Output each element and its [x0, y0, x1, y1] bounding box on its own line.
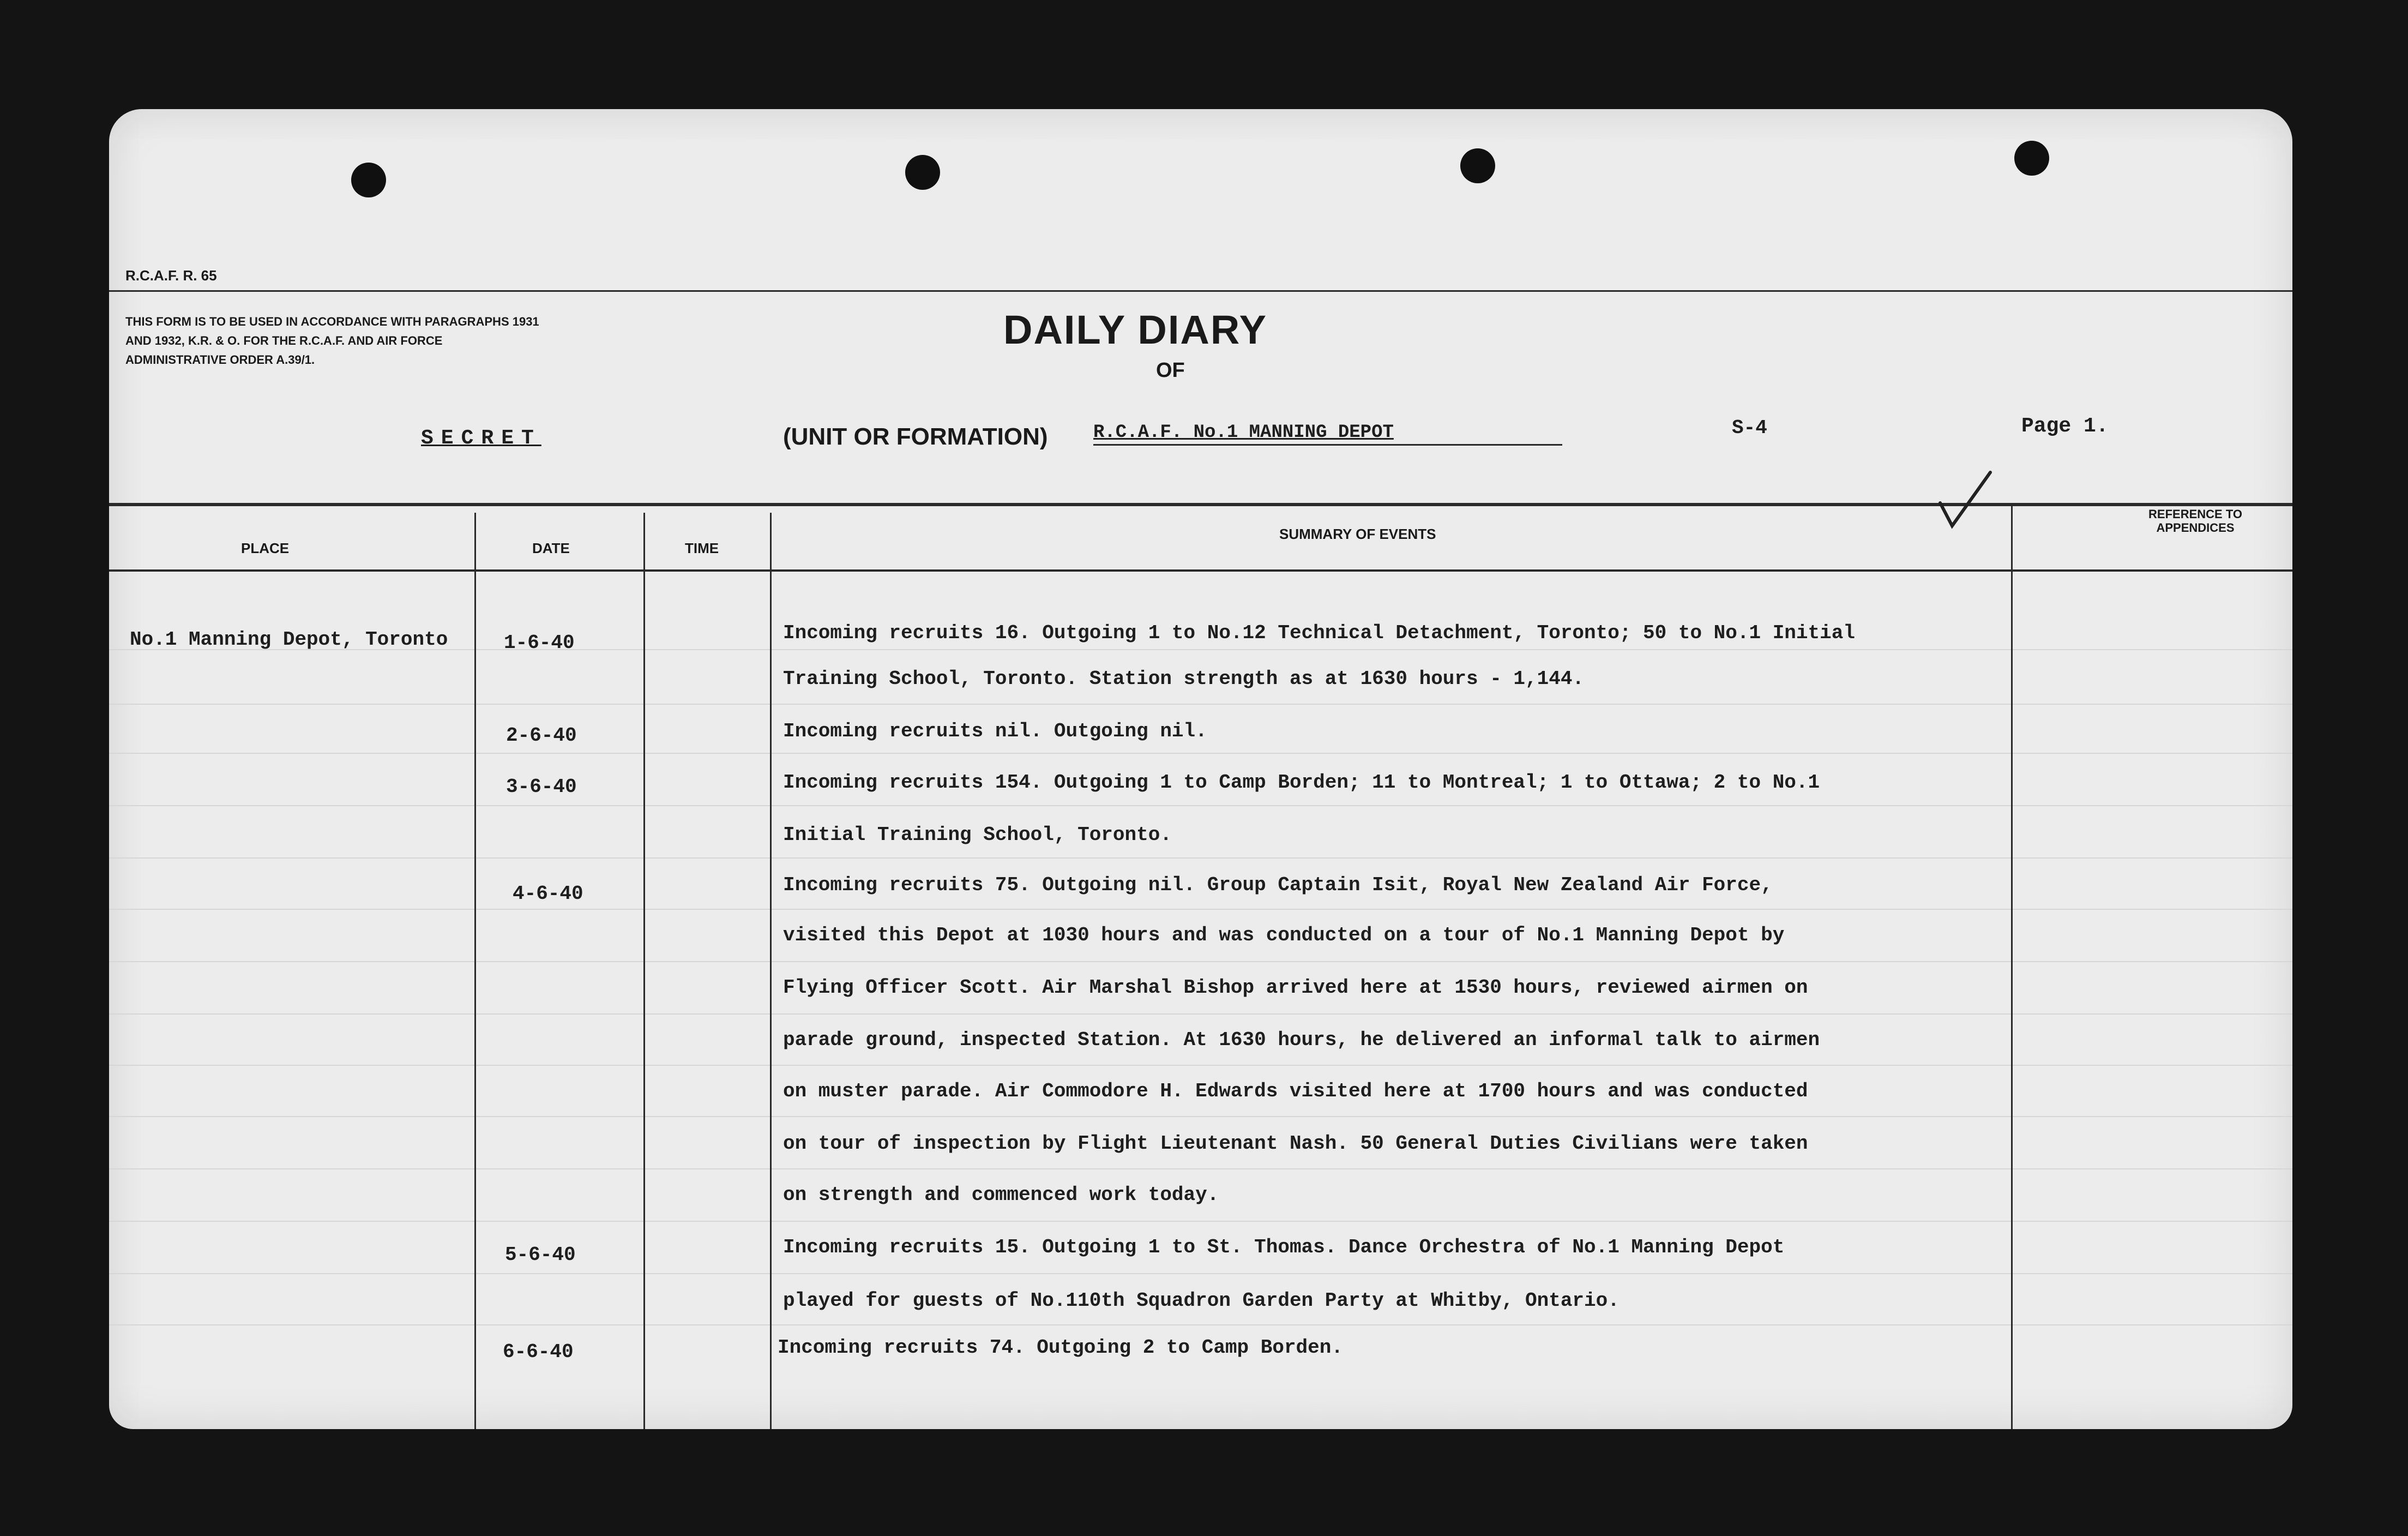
- ruled-line: [109, 857, 2292, 859]
- column-divider: [2011, 503, 2013, 1429]
- form-notice: THIS FORM IS TO BE USED IN ACCORDANCE WITH PARAGRAPHS 1931 AND 1932, K.R. & O. FOR THE R.C.A.F. AND AIR FORCE ADMINISTRATIVE ORDER A.39/1.: [125, 315, 539, 367]
- ruled-line: [109, 1013, 2292, 1015]
- summary-line: Incoming recruits 15. Outgoing 1 to St. Thomas. Dance Orchestra of No.1 Manning Depot: [783, 1236, 1785, 1258]
- summary-line: parade ground, inspected Station. At 1630 hours, he delivered an informal talk to airmen: [783, 1029, 1820, 1051]
- column-head-rule: [109, 569, 2292, 572]
- header-top-rule: [109, 290, 2292, 292]
- classification-stamp: SECRET: [421, 427, 541, 450]
- summary-line: played for guests of No.110th Squadron Garden Party at Whitby, Ontario.: [783, 1289, 1620, 1312]
- unit-label: (UNIT OR FORMATION): [783, 423, 1048, 450]
- ruled-line: [109, 961, 2292, 962]
- summary-line: Flying Officer Scott. Air Marshal Bishop arrived here at 1530 hours, reviewed airmen on: [783, 976, 1808, 999]
- summary-line: Training School, Toronto. Station strength as at 1630 hours - 1,144.: [783, 668, 1585, 690]
- summary-line: on muster parade. Air Commodore H. Edwards visited here at 1700 hours and was conducted: [783, 1080, 1808, 1102]
- ruled-line: [109, 1116, 2292, 1117]
- ruled-line: [109, 1065, 2292, 1066]
- summary-line: Incoming recruits 154. Outgoing 1 to Camp Borden; 11 to Montreal; 1 to Ottawa; 2 to No.1: [783, 771, 1820, 794]
- ruled-line: [109, 1324, 2292, 1325]
- binder-hole: [905, 155, 940, 190]
- entry-date: 5-6-40: [505, 1244, 576, 1266]
- entry-date: 6-6-40: [503, 1341, 574, 1363]
- column-header-time: TIME: [685, 540, 719, 556]
- column-divider: [474, 513, 476, 1429]
- ruled-line: [109, 704, 2292, 705]
- column-divider: [770, 513, 772, 1429]
- ruled-line: [109, 753, 2292, 754]
- entry-date: 3-6-40: [506, 776, 577, 798]
- ruled-line: [109, 805, 2292, 806]
- place-entry: No.1 Manning Depot, Toronto: [130, 628, 448, 651]
- form-code: R.C.A.F. R. 65: [125, 267, 217, 284]
- entry-date: 1-6-40: [504, 632, 575, 654]
- page-title: DAILY DIARY: [1003, 307, 1267, 352]
- column-header-place: PLACE: [241, 540, 290, 556]
- column-divider: [643, 513, 645, 1429]
- ruled-line: [109, 1221, 2292, 1222]
- summary-line: on tour of inspection by Flight Lieutenant Nash. 50 General Duties Civilians were taken: [783, 1132, 1808, 1155]
- summary-line: Initial Training School, Toronto.: [783, 824, 1172, 846]
- summary-line: Incoming recruits 74. Outgoing 2 to Camp Borden.: [778, 1336, 1343, 1359]
- summary-line: Incoming recruits nil. Outgoing nil.: [783, 720, 1207, 742]
- diary-sheet: [109, 109, 2292, 1429]
- summary-line: Incoming recruits 16. Outgoing 1 to No.12 Technical Detachment, Toronto; 50 to No.1 Initial: [783, 622, 1855, 644]
- entry-date: 4-6-40: [513, 883, 583, 905]
- binder-hole: [2014, 141, 2049, 176]
- ruled-line: [109, 1168, 2292, 1169]
- page-number: Page 1.: [2021, 415, 2109, 438]
- summary-line: visited this Depot at 1030 hours and was conducted on a tour of No.1 Manning Depot by: [783, 924, 1785, 946]
- unit-value: R.C.A.F. No.1 MANNING DEPOT: [1093, 422, 1562, 446]
- serial-number: S-4: [1732, 417, 1767, 439]
- title-of: OF: [1156, 359, 1185, 382]
- entry-date: 2-6-40: [506, 724, 577, 747]
- check-mark-icon: [1936, 469, 1996, 529]
- ruled-line: [109, 909, 2292, 910]
- column-header-date: DATE: [532, 540, 570, 556]
- summary-line: on strength and commenced work today.: [783, 1184, 1219, 1206]
- summary-line: Incoming recruits 75. Outgoing nil. Group Captain Isit, Royal New Zealand Air Force,: [783, 874, 1773, 896]
- binder-hole: [1460, 148, 1495, 183]
- column-header-reference: REFERENCE TO APPENDICES: [2148, 507, 2242, 535]
- binder-hole: [351, 163, 386, 197]
- column-header-summary: SUMMARY OF EVENTS: [1279, 526, 1436, 542]
- ruled-line: [109, 1273, 2292, 1274]
